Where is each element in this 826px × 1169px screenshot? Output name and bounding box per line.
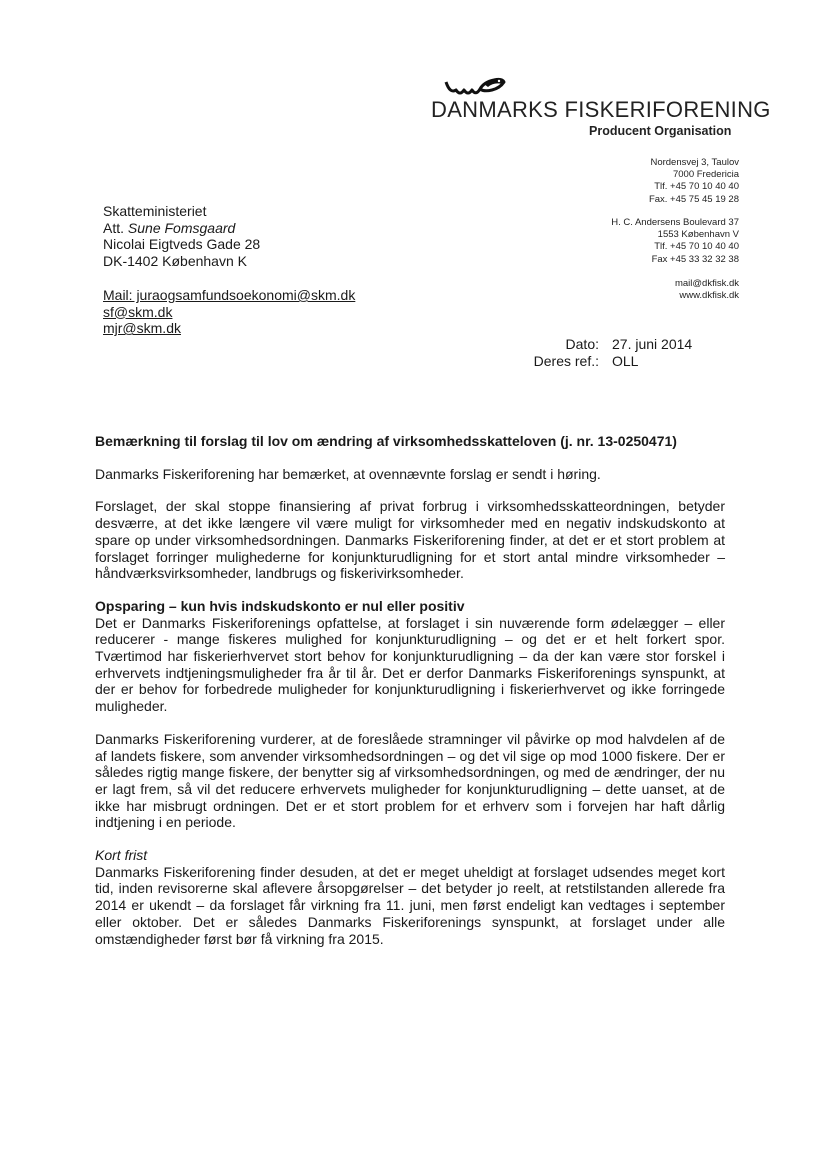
recipient-line: DK-1402 København K: [103, 252, 247, 269]
address-line: Tlf. +45 70 10 40 40: [654, 181, 739, 193]
address-block-taulov: [479, 157, 739, 206]
address-line: Nordensvej 3, Taulov: [650, 157, 739, 168]
address-block-contact: [479, 278, 739, 302]
address-line: Tlf. +45 70 10 40 40: [654, 241, 739, 253]
ref-row: [528, 353, 692, 370]
web-link[interactable]: www.dkfisk.dk: [679, 290, 739, 302]
ref-label: Deres ref.:: [533, 353, 599, 369]
date-value: 27. juni 2014: [612, 336, 693, 352]
intro-paragraph: Danmarks Fiskeriforening har bemærket, at ovennævnte forslag er sendt i høring.: [95, 465, 601, 482]
att-prefix: Att.: [103, 219, 128, 236]
ref-value: OLL: [612, 353, 639, 369]
paragraph: Danmarks Fiskeriforening vurderer, at de foreslåede stramninger vil påvirke op mod halvdelen af de af landets fiskere, som anvender virksomhedsordningen – og det vil sige op mod 1000 fiskere. Der er således rigtig mange fiskere, der benytter sig af virksomhedsordningen, og med de ændringer, der nu er lagt frem, så vil det reducere erhvervets muligheder for konjunkturudligning – dette uanset, at de ikke har misbrugt ordningen. Det er et stort problem for et erhverv som i forvejen har haft dårlig indtjening i en periode.: [95, 730, 725, 831]
address-block-kobenhavn: [479, 217, 739, 266]
address-line: 7000 Fredericia: [672, 169, 739, 181]
address-line: Fax. +45 75 45 19 28: [648, 193, 739, 205]
email-link[interactable]: sf@skm.dk: [103, 303, 173, 320]
letter-body: [95, 433, 725, 947]
org-subtitle: Producent Organisation: [589, 124, 732, 138]
att-name: Sune Fomsgaard: [127, 219, 236, 236]
address-line: Fax +45 33 32 32 38: [651, 253, 739, 265]
recipient-line: Nicolai Eigtveds Gade 28: [103, 236, 261, 253]
paragraph: Danmarks Fiskeriforening finder desuden, at det er meget uheldigt at forslaget udsendes meget kort tid, inden revisorerne skal aflevere årsopgørelser – det betyder jo reelt, at retstilstanden allerede fra 2014 er ukendt – da forslaget får virkning fra 11. juni, men først endeligt kan vedtages i september eller oktober. Det er således Danmarks Fiskeriforenings synspunkt, at forslaget under alle omstændigheder først bør få virkning fra 2015.: [95, 863, 725, 947]
subject-heading: Bemærkning til forslag til lov om ændring af virksomhedsskatteloven (j. nr. 13-0250471): [95, 433, 677, 449]
address-line: H. C. Andersens Boulevard 37: [611, 217, 739, 228]
fish-icon: [444, 74, 506, 98]
recipient-att: [103, 220, 260, 237]
email-link[interactable]: mjr@skm.dk: [103, 320, 181, 337]
date-row: [528, 336, 692, 353]
recipient-emails: [103, 287, 355, 337]
section-heading: Kort frist: [95, 847, 148, 864]
section-heading: Opsparing – kun hvis indskudskonto er nul eller positiv: [95, 597, 465, 614]
mail-link[interactable]: mail@dkfisk.dk: [674, 278, 739, 289]
org-name: DANMARKS FISKERIFORENING: [431, 97, 771, 122]
recipient-block: [103, 203, 260, 269]
address-line: 1553 København V: [657, 229, 739, 241]
recipient-line: Skatteministeriet: [103, 203, 207, 219]
paragraph: Det er Danmarks Fiskeriforenings opfattelse, at forslaget i sin nuværende form ødelægger – eller reducerer - mange fiskeres mulighed for konjunkturudligning – og det er et helt forkert spor. Tværtimod har fiskerierhvervet stort behov for konjunkturudligning – da der kan være stor forskel i erhvervets indtjeningsmuligheder fra år til år. Det er derfor Danmarks Fiskeriforenings synspunkt, at der er behov for forbedrede muligheder for konjunkturudligning i fiskerierhvervet og ikke forringede muligheder.: [95, 614, 725, 715]
email-link[interactable]: Mail: juraogsamfundsoekonomi@skm.dk: [103, 287, 356, 303]
date-label: Dato:: [565, 336, 599, 352]
letter-meta: [528, 336, 692, 370]
paragraph: Forslaget, der skal stoppe finansiering af privat forbrug i virksomhedsskatteordningen, betyder desværre, at det ikke længere vil være muligt for virksomheder med en negativ indskudskonto at spare op under virksomhedsordningen. Danmarks Fiskeriforening finder, at det er et stort problem at forslaget forringer mulighederne for konjunkturudligning for et stort antal mindre virksomheder – håndværksvirksomheder, landbrugs og fiskerivirksomheder.: [95, 498, 725, 582]
